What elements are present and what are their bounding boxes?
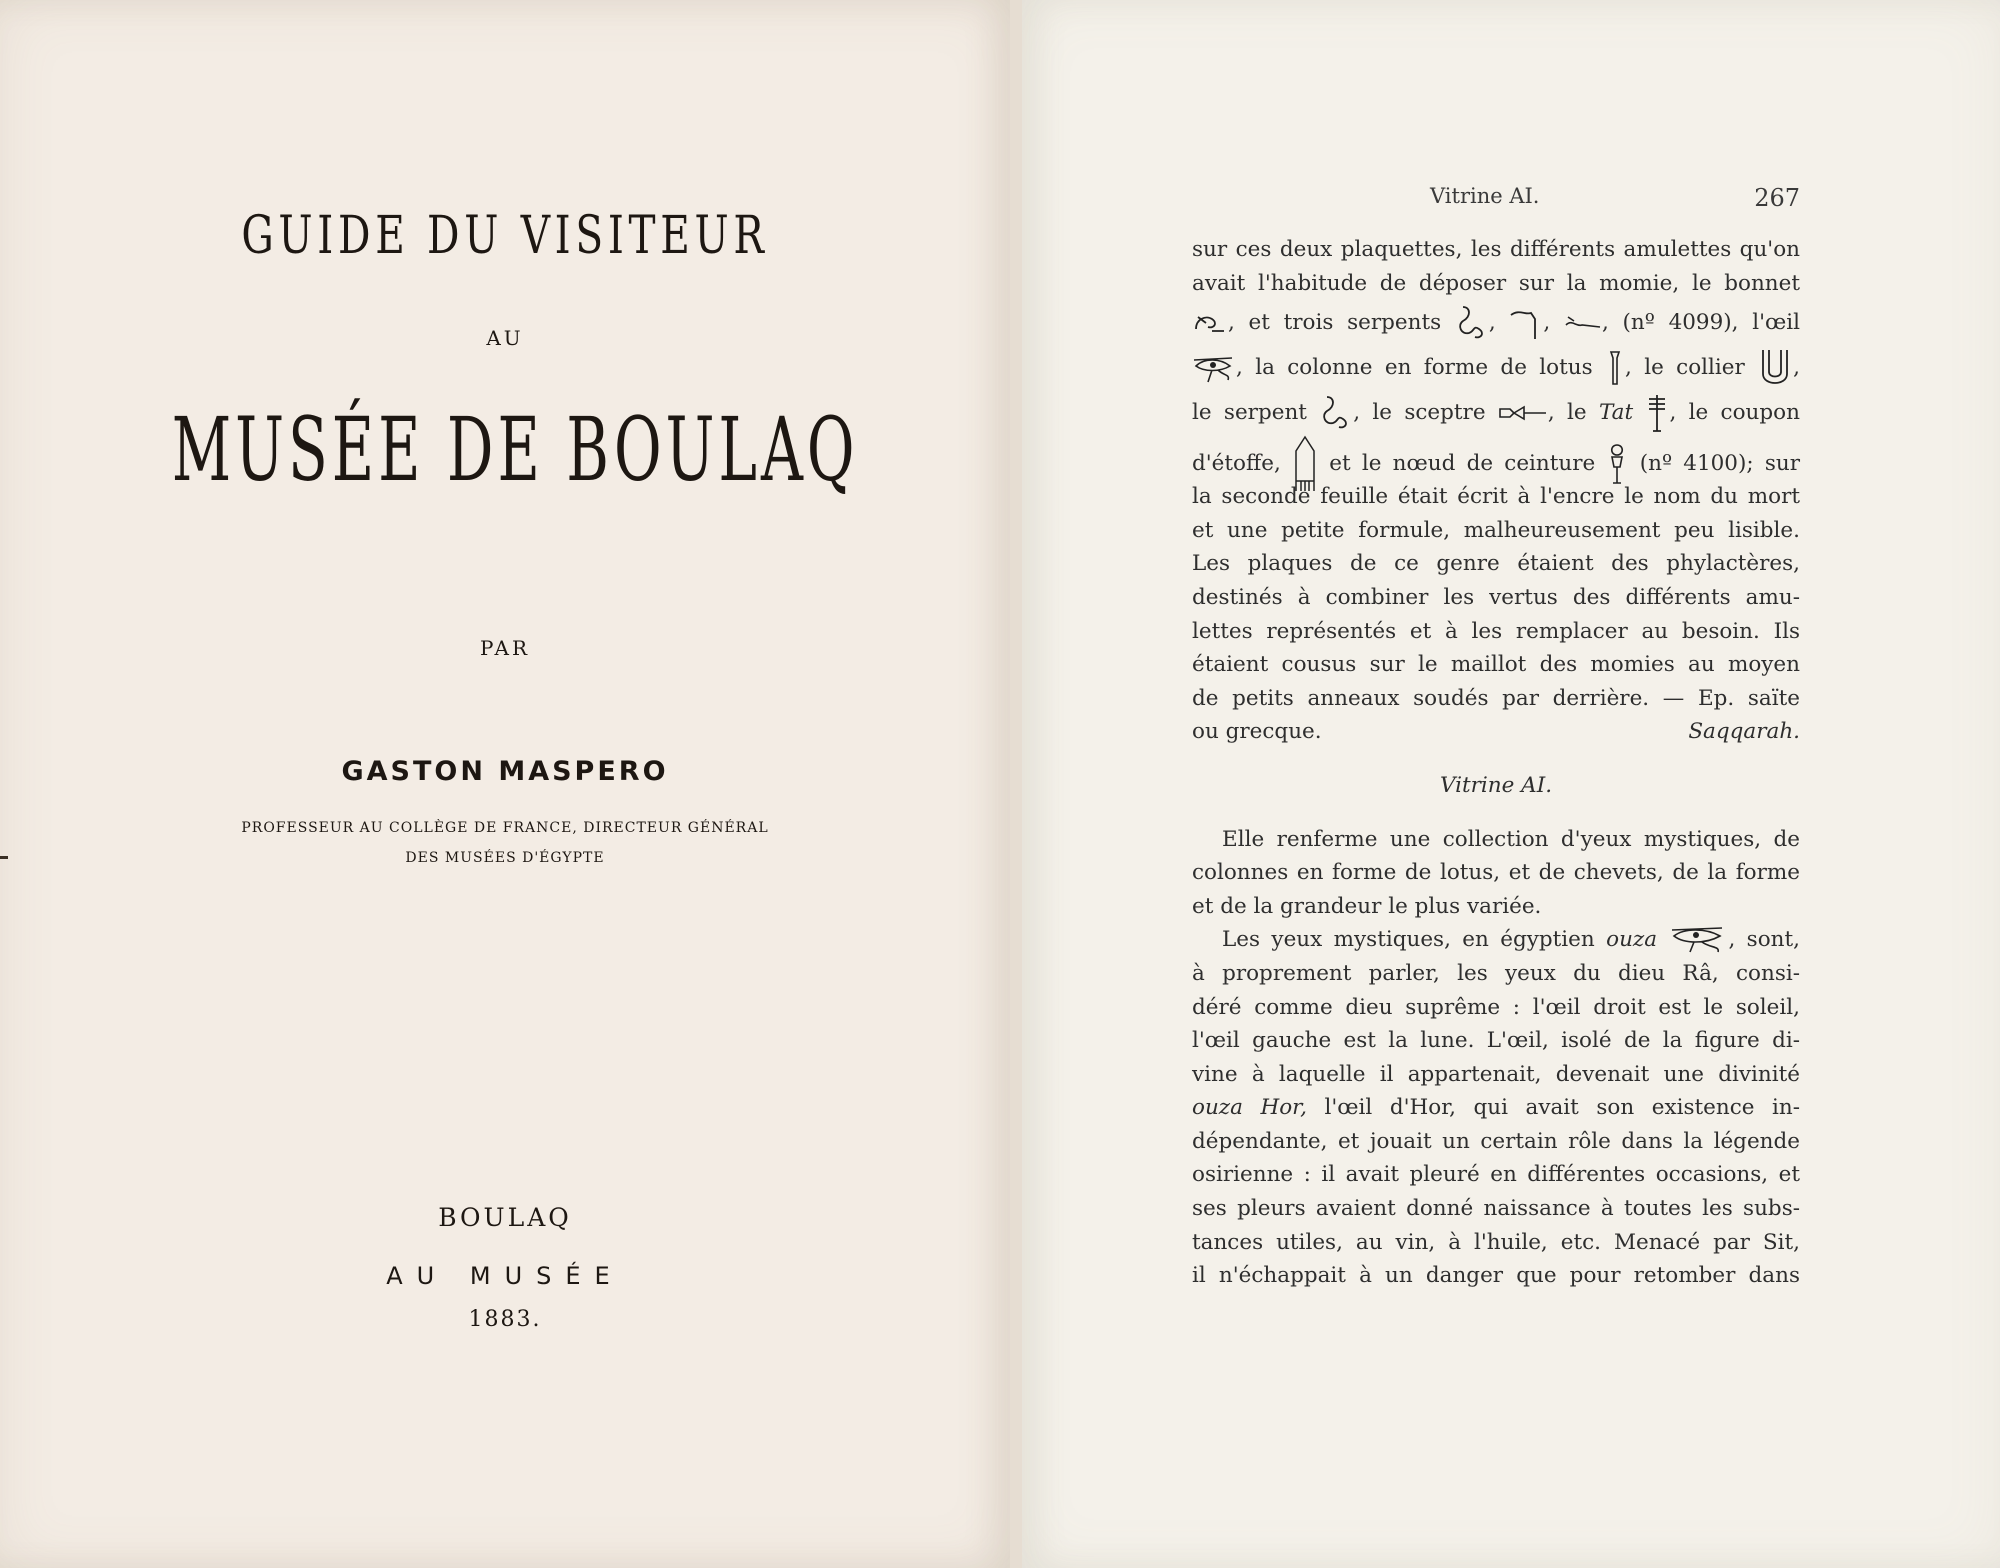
text-line: ses pleurs avaient donné naissance à toutes les subs- xyxy=(1192,1196,1800,1222)
text-run: , et trois serpents xyxy=(1228,310,1442,336)
text-line: avait l'habitude de déposer sur la momie, le bonnet xyxy=(1192,270,1800,296)
text-run: , la colonne en forme de lotus xyxy=(1236,355,1593,381)
text-run: , le sceptre xyxy=(1353,400,1486,426)
text-line: Les plaques de ce genre étaient des phylactères, xyxy=(1192,551,1800,577)
text-run: Tat xyxy=(1598,400,1634,426)
text-run: (nº 4100); sur xyxy=(1639,451,1800,477)
collar-hieroglyph-icon xyxy=(1757,346,1793,390)
text-line: il n'échappait à un danger que pour retomber dans xyxy=(1192,1263,1800,1289)
eye-of-horus-hieroglyph-icon xyxy=(1192,350,1236,386)
text-line: à proprement parler, les yeux du dieu Râ, consi- xyxy=(1192,960,1800,986)
text-line: osirienne : il avait pleuré en différentes occasions, et xyxy=(1192,1162,1800,1188)
text-line: Elle renferme une collection d'yeux mystiques, de xyxy=(1222,826,1800,852)
running-title: Vitrine AI. xyxy=(1430,184,1540,208)
page-number: 267 xyxy=(1754,184,1800,212)
text-line: l'œil gauche est la lune. L'œil, isolé de la figure di- xyxy=(1192,1028,1800,1054)
text-line-with-glyphs xyxy=(1192,345,1800,390)
text-line-with-glyphs xyxy=(1192,390,1800,435)
text-run: , le collier xyxy=(1625,355,1745,381)
lotus-column-hieroglyph-icon xyxy=(1605,348,1625,388)
publication-year: 1883. xyxy=(468,1307,542,1332)
text-run: ou grecque. xyxy=(1192,719,1322,745)
text-line: vine à laquelle il appartenait, devenait une divinité xyxy=(1192,1061,1800,1087)
text-line xyxy=(1192,1091,1800,1125)
text-line: et de la grandeur le plus variée. xyxy=(1192,893,1542,919)
margin-mark xyxy=(0,856,8,859)
text-run: , xyxy=(1488,310,1496,336)
text-run: Les yeux mystiques, en égyptien xyxy=(1222,927,1595,953)
text-line: sur ces deux plaquettes, les différents amulettes qu'on xyxy=(1192,237,1800,262)
author-role-line-1: PROFESSEUR AU COLLÈGE DE FRANCE, DIRECTEUR GÉNÉRAL xyxy=(241,820,769,836)
text-line: déré comme dieu suprême : l'œil droit est le soleil, xyxy=(1192,994,1800,1020)
girdle-knot-hieroglyph-icon xyxy=(1606,443,1628,485)
text-line: étaient cousus sur le maillot des momies au moyen xyxy=(1192,652,1800,678)
text-run: , (nº 4099), l'œil xyxy=(1601,310,1801,336)
text-run: , le xyxy=(1547,400,1587,426)
text-line: lettes représentés et à les remplacer au besoin. Ils xyxy=(1192,618,1800,644)
bonnet-hieroglyph-icon xyxy=(1192,309,1228,337)
by-label: PAR xyxy=(479,636,531,660)
text-run: et le nœud de ceinture xyxy=(1329,451,1596,477)
text-run: le serpent xyxy=(1192,400,1307,426)
spacer xyxy=(1192,803,1800,823)
text-line: et une petite formule, malheureusement peu lisible. xyxy=(1192,517,1800,543)
text-line: destinés à combiner les vertus des différents amu- xyxy=(1192,584,1800,610)
text-line: de petits anneaux soudés par derrière. — Ep. saïte xyxy=(1192,685,1800,711)
serpent-hieroglyph-icon xyxy=(1455,303,1489,343)
body-text xyxy=(1192,233,1800,1293)
text-line: colonnes en forme de lotus, et de chevets, de la forme xyxy=(1192,860,1800,886)
text-run: , xyxy=(1793,355,1800,381)
text-run: , xyxy=(1543,310,1551,336)
location-note: Saqqarah. xyxy=(1688,719,1800,745)
horned-viper-hieroglyph-icon xyxy=(1509,305,1543,341)
publisher: AU MUSÉE xyxy=(386,1262,624,1290)
tat-pillar-hieroglyph-icon xyxy=(1645,393,1669,433)
text-run: l'œil d'Hor, qui avait son existence in- xyxy=(1324,1095,1800,1121)
section-heading: Vitrine AI. xyxy=(1439,772,1553,798)
text-line xyxy=(1192,715,1800,749)
book-title-line-1: GUIDE DU VISITEUR xyxy=(241,206,769,266)
serpent-hieroglyph-icon xyxy=(1319,393,1353,433)
author-role-line-2: DES MUSÉES D'ÉGYPTE xyxy=(405,850,605,866)
text-line-with-glyphs xyxy=(1192,300,1800,345)
text-line: tances utiles, au vin, à l'huile, etc. Menacé par Sit, xyxy=(1192,1229,1800,1255)
author-name: GASTON MASPERO xyxy=(341,756,669,787)
eye-of-horus-hieroglyph-icon xyxy=(1668,924,1728,956)
text-line-with-glyphs xyxy=(1192,435,1800,480)
snake-hieroglyph-icon xyxy=(1564,313,1602,333)
scepter-hieroglyph-icon xyxy=(1498,405,1548,421)
text-run: ouza Hor, xyxy=(1192,1095,1307,1121)
book-gutter xyxy=(1010,0,1022,1568)
text-run: ouza xyxy=(1606,927,1658,953)
text-line: dépendante, et jouait un certain rôle dans la légende xyxy=(1192,1128,1800,1154)
text-run: d'étoffe, xyxy=(1192,451,1281,477)
text-run: , le coupon xyxy=(1669,400,1800,426)
text-run: , sont, xyxy=(1728,927,1800,953)
text-line: la seconde feuille était écrit à l'encre le nom du mort xyxy=(1192,484,1800,510)
book-title-connector: AU xyxy=(486,326,524,350)
book-title-line-2: MUSÉE DE BOULAQ xyxy=(171,398,859,501)
text-line-with-glyphs xyxy=(1192,923,1800,957)
spacer xyxy=(1192,749,1800,769)
publication-place: BOULAQ xyxy=(438,1203,572,1232)
